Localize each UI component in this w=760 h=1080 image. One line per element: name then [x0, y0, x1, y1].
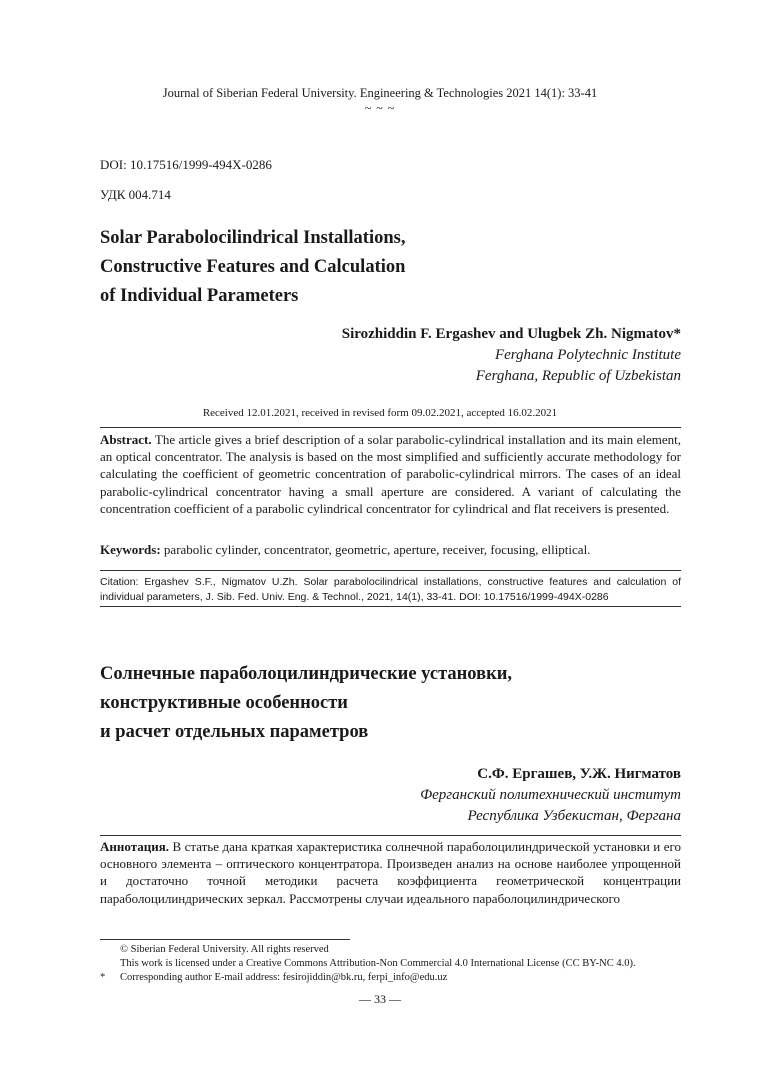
affiliation-en-1: Ferghana Polytechnic Institute [494, 347, 681, 363]
annotation-label: Аннотация. [100, 839, 170, 854]
license-note: This work is licensed under a Creative Commons Attribution-Non Commercial 4.0 International License (CC BY-NC 4.0). [120, 958, 636, 969]
corresponding-text: Corresponding author E-mail address: fesirojiddin@bk.ru, ferpi_info@edu.uz [120, 972, 448, 983]
keywords-en [100, 541, 681, 558]
title-en-line: Solar Parabolocilindrical Installations, [100, 228, 406, 248]
affiliation-en-2: Ferghana, Republic of Uzbekistan [475, 368, 681, 384]
received-dates: Received 12.01.2021, received in revised form 09.02.2021, accepted 16.02.2021 [202, 407, 558, 419]
corresponding-note [100, 971, 690, 985]
udk: УДК 004.714 [100, 187, 171, 202]
divider [100, 427, 681, 428]
author-names-ru: С.Ф. Ергашев, У.Ж. Нигматов [477, 766, 681, 782]
abstract-en [100, 431, 681, 517]
divider [100, 570, 681, 571]
header-ornament: ~ ~ ~ [364, 101, 396, 115]
title-ru-line: и расчет отдельных параметров [100, 722, 369, 742]
annotation-ru [100, 838, 681, 907]
abstract-label: Abstract. [100, 432, 152, 447]
copyright-note: © Siberian Federal University. All rights reserved [120, 944, 329, 955]
divider [100, 606, 681, 607]
title-en [100, 224, 660, 311]
authors-en [342, 324, 681, 387]
title-ru-line: конструктивные особенности [100, 693, 348, 713]
title-en-line: of Individual Parameters [100, 286, 299, 306]
keywords-label: Keywords: [100, 542, 161, 557]
authors-ru [420, 764, 681, 827]
affiliation-ru-1: Ферганский политехнический институт [420, 787, 681, 803]
footnote-star: * [100, 972, 106, 983]
footnote-divider [100, 939, 350, 940]
affiliation-ru-2: Республика Узбекистан, Фергана [467, 808, 681, 824]
page-number: — 33 — [359, 992, 401, 1006]
abstract-text: The article gives a brief description of a solar parabolic-cylindrical installation and its main element, an optical concentrator. The analysis is based on the most simplified and sufficiently accurate methodology for calculating the coefficient of geometric concentration of parabolic-cylindrical mirrors. The cases of an ideal parabolic-cylindrical concentrator having a small aperture are considered. A variant of calculating the concentration coefficient of a parabolic cylindrical concentrator for cylindrical and flat receivers is presented. [100, 432, 681, 516]
annotation-text: В статье дана краткая характеристика солнечной параболоцилиндрической установки и его основного элемента – оптического концентратора. Произведен анализ на основе наиболее упрощенной и достаточно точной методики расчета коэффициента геометрической концентрации параболоцилиндрических зеркал. Рассмотрены случаи идеального параболоцилиндрического [100, 839, 681, 906]
divider [100, 835, 681, 836]
footnotes [100, 943, 690, 985]
doi: DOI: 10.17516/1999-494X-0286 [100, 157, 272, 172]
keywords-text: parabolic cylinder, concentrator, geometric, aperture, receiver, focusing, elliptical. [160, 542, 591, 557]
citation: Citation: Ergashev S.F., Nigmatov U.Zh. Solar parabolocilindrical installations, constructive features and calculation of individual parameters, J. Sib. Fed. Univ. Eng. & Technol., 2021, 14(1), 33-41. DOI: 10.17516/1999-494X-0286 [100, 576, 681, 603]
author-names-en: Sirozhiddin F. Ergashev and Ulugbek Zh. Nigmatov* [341, 326, 681, 342]
title-ru [100, 660, 660, 747]
title-ru-line: Солнечные параболоцилиндрические установки, [100, 664, 513, 684]
journal-header: Journal of Siberian Federal University. Engineering & Technologies 2021 14(1): 33-41 [162, 86, 598, 100]
title-en-line: Constructive Features and Calculation [100, 257, 406, 277]
